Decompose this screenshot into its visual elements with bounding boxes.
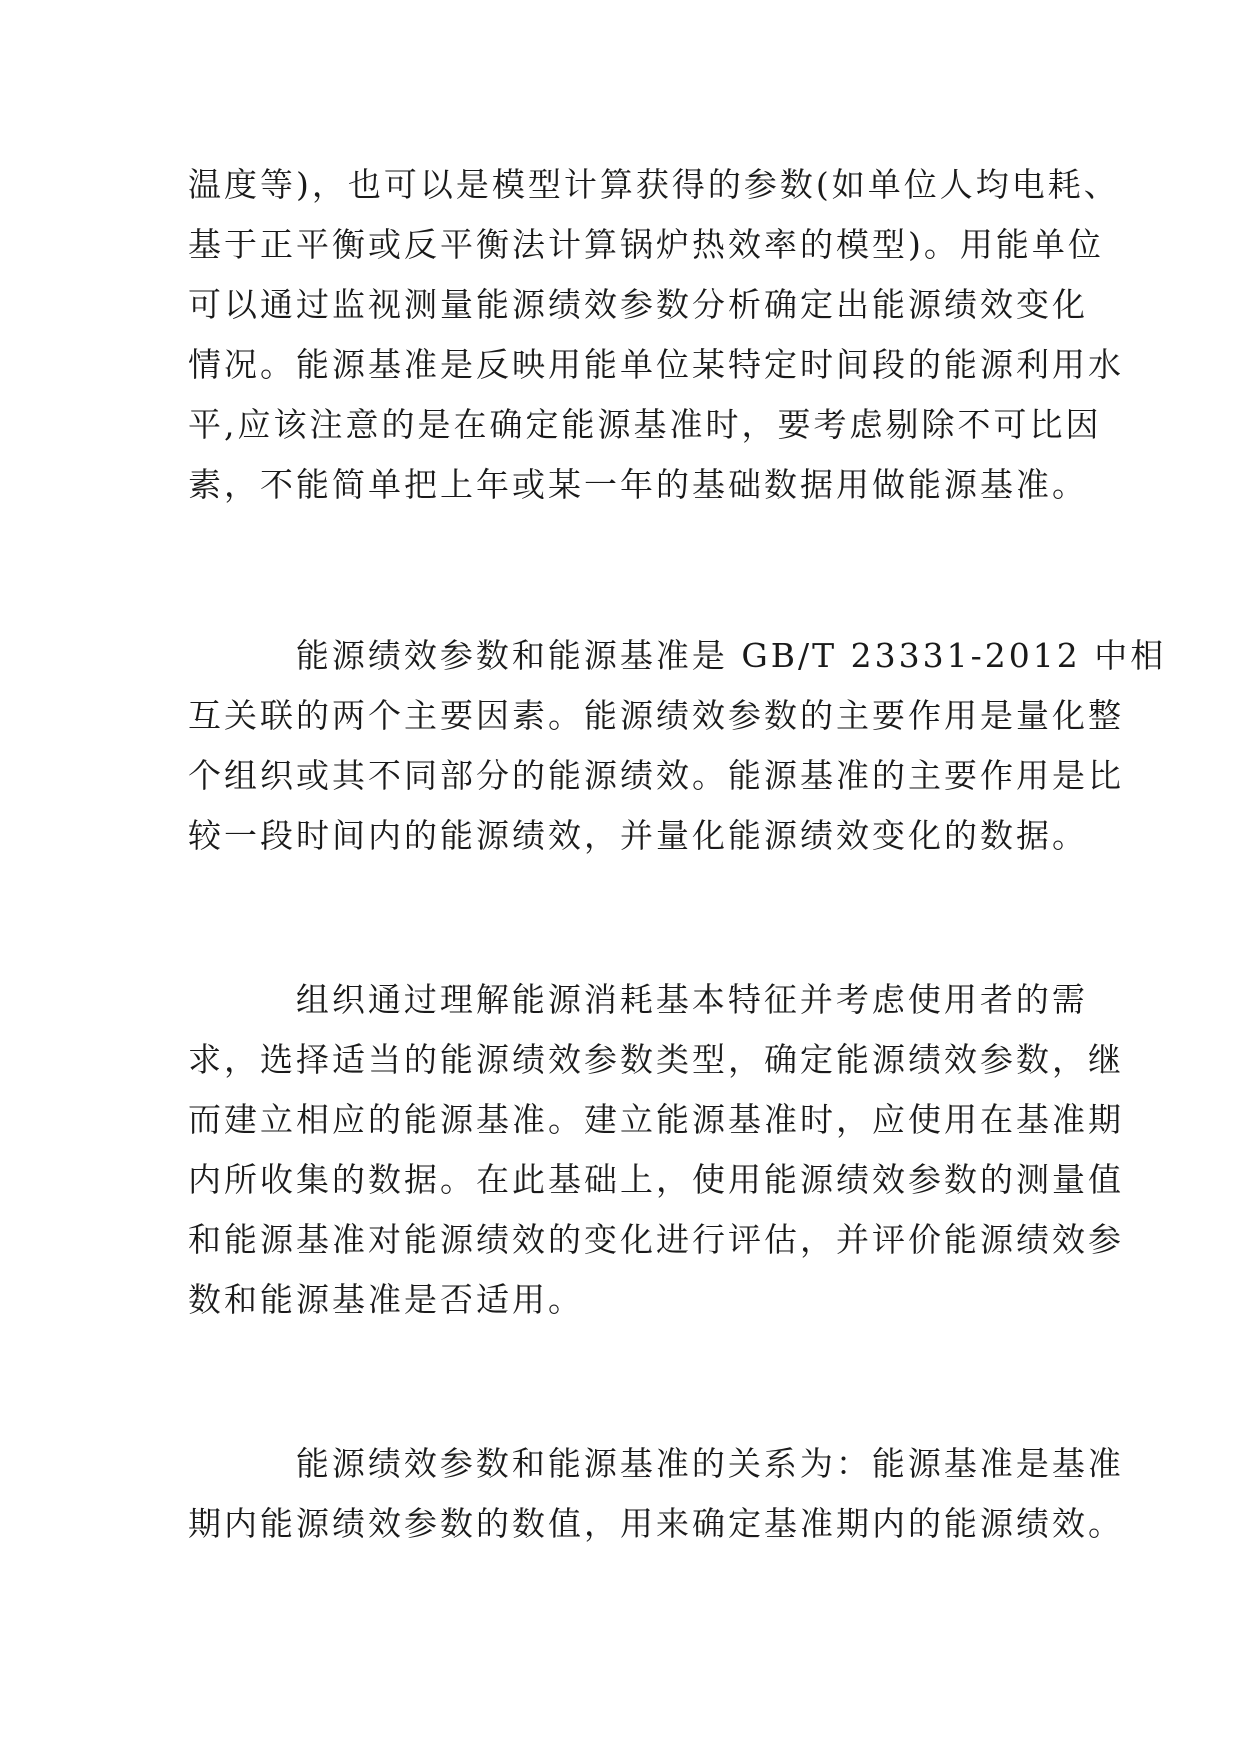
paragraph-3 [188, 970, 1124, 1330]
text-line: 数和能源基准是否适用。 [188, 1280, 584, 1319]
paragraph-4 [188, 1434, 1124, 1554]
text-line: 素，不能简单把上年或某一年的基础数据用做能源基准。 [188, 465, 1088, 504]
text-line: 个组织或其不同部分的能源绩效。能源基准的主要作用是比 [188, 756, 1124, 795]
paragraph-1 [188, 155, 1124, 515]
text-line: 和能源基准对能源绩效的变化进行评估，并评价能源绩效参 [188, 1220, 1124, 1259]
text-line: 能源绩效参数和能源基准的关系为：能源基准是基准 [188, 1444, 1124, 1483]
text-line: 内所收集的数据。在此基础上，使用能源绩效参数的测量值 [188, 1160, 1124, 1199]
text-line: 求，选择适当的能源绩效参数类型，确定能源绩效参数，继 [188, 1040, 1124, 1079]
text-line: 能源绩效参数和能源基准是 GB/T 23331-2012 中相 [188, 636, 1167, 675]
text-line: 温度等)，也可以是模型计算获得的参数(如单位人均电耗、 [188, 165, 1120, 204]
text-line: 可以通过监视测量能源绩效参数分析确定出能源绩效变化 [188, 285, 1088, 324]
text-line: 基于正平衡或反平衡法计算锅炉热效率的模型)。用能单位 [188, 225, 1104, 264]
paragraph-2 [188, 626, 1167, 866]
text-line: 期内能源绩效参数的数值，用来确定基准期内的能源绩效。 [188, 1504, 1124, 1543]
text-line: 较一段时间内的能源绩效，并量化能源绩效变化的数据。 [188, 816, 1088, 855]
text-line: 互关联的两个主要因素。能源绩效参数的主要作用是量化整 [188, 696, 1124, 735]
text-line: 平,应该注意的是在确定能源基准时，要考虑剔除不可比因 [188, 405, 1102, 444]
text-line: 而建立相应的能源基准。建立能源基准时，应使用在基准期 [188, 1100, 1124, 1139]
text-line: 组织通过理解能源消耗基本特征并考虑使用者的需 [188, 980, 1088, 1019]
text-line: 情况。能源基准是反映用能单位某特定时间段的能源利用水 [188, 345, 1124, 384]
